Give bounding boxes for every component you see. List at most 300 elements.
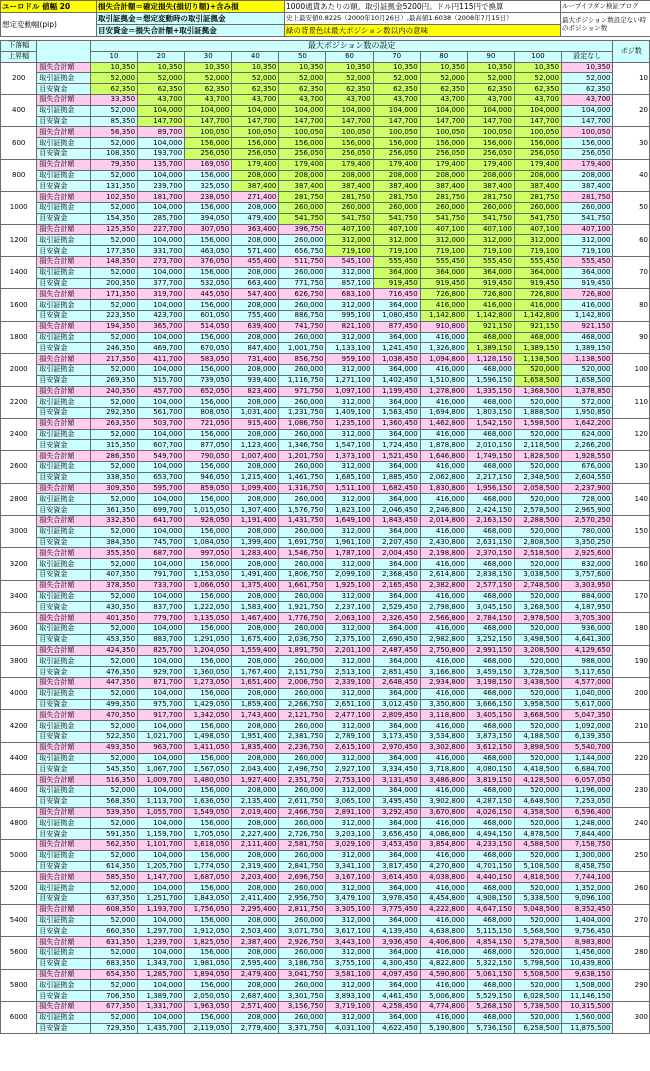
table-cell: 1,038,450 — [373, 354, 420, 365]
row-label: 損失合計額 — [37, 548, 91, 559]
table-cell: 1,767,400 — [232, 667, 279, 678]
table-row — [1, 224, 650, 235]
table-row — [1, 472, 650, 483]
table-cell: 2,851,450 — [373, 667, 420, 678]
table-cell: 2,019,400 — [232, 807, 279, 818]
table-cell: 4,577,000 — [562, 678, 613, 689]
table-cell: 260,000 — [279, 850, 326, 861]
table-cell: 5,568,500 — [514, 926, 561, 937]
table-cell: 256,050 — [514, 148, 561, 159]
table-cell: 3,071,750 — [279, 926, 326, 937]
table-cell: 2,466,750 — [279, 807, 326, 818]
table-cell: 2,163,150 — [467, 516, 514, 527]
table-cell: 416,000 — [420, 947, 467, 958]
range-value: 3000 — [1, 516, 37, 548]
table-cell: 2,151,750 — [279, 667, 326, 678]
table-cell: 468,000 — [467, 462, 514, 473]
table-cell: 3,728,500 — [514, 667, 561, 678]
table-row — [1, 408, 650, 419]
position-count: 160 — [613, 548, 650, 580]
table-cell: 791,700 — [138, 570, 185, 581]
table-cell: 260,000 — [420, 202, 467, 213]
table-row — [1, 462, 650, 473]
row-label: 目安資金 — [37, 991, 91, 1002]
row-label: 目安資金 — [37, 893, 91, 904]
table-row — [1, 624, 650, 635]
table-cell: 11,875,500 — [562, 1023, 613, 1034]
table-cell: 260,000 — [279, 267, 326, 278]
table-cell: 808,050 — [185, 408, 232, 419]
table-cell: 260,000 — [279, 332, 326, 343]
table-cell: 156,000 — [185, 267, 232, 278]
table-cell: 208,000 — [232, 721, 279, 732]
table-cell: 312,000 — [326, 494, 373, 505]
table-cell: 2,004,450 — [373, 548, 420, 559]
table-cell: 676,000 — [562, 462, 613, 473]
table-cell: 156,000 — [467, 138, 514, 149]
table-cell: 11,146,150 — [562, 991, 613, 1002]
row-label: 取引証拠金 — [37, 73, 91, 84]
table-cell: 179,400 — [279, 159, 326, 170]
table-cell: 637,350 — [90, 893, 137, 904]
table-cell: 43,700 — [373, 94, 420, 105]
table-cell: 5,278,500 — [514, 937, 561, 948]
row-label: 取引証拠金 — [37, 915, 91, 926]
table-cell: 104,000 — [467, 105, 514, 116]
table-cell: 6,258,500 — [514, 1023, 561, 1034]
table-cell: 468,000 — [467, 915, 514, 926]
table-row — [1, 667, 650, 678]
table-cell: 3,405,150 — [467, 710, 514, 721]
row-label: 取引証拠金 — [37, 332, 91, 343]
row-label: 取引証拠金 — [37, 235, 91, 246]
table-cell: 285,700 — [138, 213, 185, 224]
table-cell: 365,700 — [138, 321, 185, 332]
table-row — [1, 343, 650, 354]
table-cell: 1,193,700 — [138, 904, 185, 915]
table-cell: 312,000 — [326, 915, 373, 926]
table-row — [1, 267, 650, 278]
table-cell: 260,000 — [279, 300, 326, 311]
table-cell: 156,000 — [420, 138, 467, 149]
table-cell: 1,456,000 — [562, 947, 613, 958]
table-cell: 43,700 — [562, 94, 613, 105]
table-cell: 1,094,800 — [420, 354, 467, 365]
table-row — [1, 94, 650, 105]
table-cell: 4,494,150 — [467, 829, 514, 840]
table-cell: 52,000 — [562, 73, 613, 84]
table-cell: 281,750 — [420, 192, 467, 203]
table-cell: 1,675,400 — [232, 634, 279, 645]
table-cell: 468,000 — [467, 429, 514, 440]
table-cell: 52,000 — [279, 73, 326, 84]
table-cell: 52,000 — [232, 73, 279, 84]
range-value: 600 — [1, 127, 37, 159]
table-cell: 156,000 — [185, 364, 232, 375]
definition-margin: 取引証拠金＝想定変動時の取引証拠金 — [97, 13, 285, 25]
table-cell: 1,878,800 — [420, 440, 467, 451]
table-cell: 364,000 — [373, 721, 420, 732]
table-cell: 520,000 — [514, 397, 561, 408]
table-row — [1, 192, 650, 203]
table-cell: 1,498,050 — [185, 732, 232, 743]
row-label: 損失合計額 — [37, 775, 91, 786]
table-cell: 555,450 — [467, 256, 514, 267]
table-cell: 52,000 — [90, 559, 137, 570]
table-cell: 208,000 — [232, 883, 279, 894]
row-label: 損失合計額 — [37, 516, 91, 527]
col-header-20: 20 — [138, 51, 185, 62]
table-cell: 1,375,400 — [232, 580, 279, 591]
table-cell: 100,050 — [514, 127, 561, 138]
table-cell: 1,159,700 — [138, 829, 185, 840]
table-cell: 1,560,000 — [562, 1012, 613, 1023]
table-cell: 319,700 — [138, 289, 185, 300]
table-cell: 4,701,150 — [467, 861, 514, 872]
table-cell: 1,099,400 — [232, 483, 279, 494]
table-cell: 208,000 — [232, 429, 279, 440]
table-cell: 52,000 — [90, 462, 137, 473]
table-cell: 100,050 — [279, 127, 326, 138]
table-cell: 4,854,150 — [467, 937, 514, 948]
table-cell: 1,823,100 — [326, 505, 373, 516]
table-cell: 1,199,450 — [373, 386, 420, 397]
table-cell: 5,508,500 — [514, 969, 561, 980]
table-cell: 919,450 — [420, 278, 467, 289]
table-cell: 1,196,000 — [562, 785, 613, 796]
table-cell: 1,787,100 — [326, 548, 373, 559]
row-label: 損失合計額 — [37, 872, 91, 883]
table-cell: 3,371,750 — [279, 1023, 326, 1034]
table-cell: 591,350 — [90, 829, 137, 840]
table-cell: 1,001,750 — [279, 343, 326, 354]
table-cell: 104,000 — [138, 883, 185, 894]
table-cell: 260,000 — [279, 397, 326, 408]
table-cell: 1,618,050 — [185, 839, 232, 850]
table-cell: 1,278,800 — [420, 386, 467, 397]
table-cell: 3,893,100 — [326, 991, 373, 1002]
table-cell: 194,350 — [90, 321, 137, 332]
table-cell: 463,050 — [185, 246, 232, 257]
table-cell: 156,000 — [514, 138, 561, 149]
table-cell: 208,000 — [279, 170, 326, 181]
table-cell: 1,651,400 — [232, 678, 279, 689]
table-row — [1, 645, 650, 656]
table-row — [1, 785, 650, 796]
table-cell: 1,116,750 — [279, 375, 326, 386]
table-cell: 147,700 — [232, 116, 279, 127]
table-cell: 572,000 — [562, 397, 613, 408]
table-cell: 10,439,800 — [562, 958, 613, 969]
table-cell: 104,000 — [514, 105, 561, 116]
table-cell: 963,700 — [138, 742, 185, 753]
table-cell: 1,825,050 — [185, 937, 232, 948]
table-cell: 3,305,100 — [326, 904, 373, 915]
table-cell: 364,000 — [373, 947, 420, 958]
table-cell: 3,334,450 — [373, 764, 420, 775]
position-count: 140 — [613, 483, 650, 515]
table-row — [1, 202, 650, 213]
table-cell: 468,000 — [467, 721, 514, 732]
table-cell: 719,100 — [420, 246, 467, 257]
table-cell: 2,927,100 — [326, 764, 373, 775]
table-cell: 1,888,500 — [514, 408, 561, 419]
table-row — [1, 915, 650, 926]
table-cell: 4,818,500 — [514, 872, 561, 883]
table-cell: 2,577,150 — [467, 580, 514, 591]
table-cell: 2,726,750 — [279, 829, 326, 840]
table-cell: 312,000 — [373, 235, 420, 246]
row-label: 取引証拠金 — [37, 624, 91, 635]
table-cell: 179,400 — [562, 159, 613, 170]
table-cell: 269,350 — [90, 375, 137, 386]
table-cell: 411,700 — [138, 354, 185, 365]
table-cell: 312,000 — [326, 818, 373, 829]
table-cell: 719,100 — [373, 246, 420, 257]
row-label: 目安資金 — [37, 116, 91, 127]
table-cell: 3,495,450 — [373, 796, 420, 807]
table-cell: 3,873,150 — [467, 732, 514, 743]
table-cell: 1,135,050 — [185, 613, 232, 624]
table-cell: 416,000 — [420, 656, 467, 667]
table-cell: 1,222,050 — [185, 602, 232, 613]
table-cell: 455,400 — [232, 256, 279, 267]
table-row — [1, 721, 650, 732]
table-cell: 520,000 — [514, 462, 561, 473]
table-cell: 921,150 — [467, 321, 514, 332]
table-cell: 239,700 — [138, 181, 185, 192]
table-cell: 1,283,400 — [232, 548, 279, 559]
table-cell: 670,050 — [185, 343, 232, 354]
table-cell: 407,100 — [326, 224, 373, 235]
range-value: 4800 — [1, 807, 37, 839]
table-cell: 407,100 — [562, 224, 613, 235]
table-cell: 104,000 — [232, 105, 279, 116]
table-cell: 1,331,700 — [138, 1001, 185, 1012]
table-cell: 260,000 — [279, 462, 326, 473]
table-row — [1, 796, 650, 807]
table-cell: 522,350 — [90, 732, 137, 743]
table-cell: 468,000 — [467, 688, 514, 699]
table-cell: 2,696,750 — [279, 872, 326, 883]
table-cell: 663,400 — [232, 278, 279, 289]
definition-loss: 損失合計額＝確定損失(損切り額)+含み損 — [97, 1, 285, 13]
table-cell: 364,000 — [373, 980, 420, 991]
table-cell: 1,343,700 — [138, 958, 185, 969]
position-count: 130 — [613, 451, 650, 483]
row-label: 目安資金 — [37, 602, 91, 613]
table-cell: 7,844,400 — [562, 829, 613, 840]
table-cell: 312,000 — [326, 332, 373, 343]
table-cell: 104,000 — [138, 235, 185, 246]
table-cell: 1,981,050 — [185, 958, 232, 969]
table-cell: 104,000 — [138, 364, 185, 375]
table-cell: 2,288,500 — [514, 516, 561, 527]
table-cell: 541,750 — [514, 213, 561, 224]
table-cell: 1,658,500 — [562, 375, 613, 386]
table-cell: 2,614,800 — [420, 570, 467, 581]
table-cell: 2,006,750 — [279, 678, 326, 689]
table-cell: 312,000 — [326, 526, 373, 537]
range-value: 1800 — [1, 321, 37, 353]
row-label: 損失合計額 — [37, 451, 91, 462]
table-cell: 256,050 — [279, 148, 326, 159]
table-cell: 745,700 — [138, 537, 185, 548]
table-row — [1, 505, 650, 516]
table-cell: 1,389,700 — [138, 991, 185, 1002]
table-cell: 10,350 — [326, 62, 373, 73]
table-cell: 1,431,750 — [279, 516, 326, 527]
table-cell: 169,050 — [185, 159, 232, 170]
table-cell: 104,000 — [138, 429, 185, 440]
table-cell: 208,000 — [232, 818, 279, 829]
table-cell: 104,000 — [138, 980, 185, 991]
table-row — [1, 710, 650, 721]
table-cell: 2,690,450 — [373, 634, 420, 645]
table-cell: 917,700 — [138, 710, 185, 721]
position-count: 100 — [613, 354, 650, 386]
table-cell: 104,000 — [138, 170, 185, 181]
table-cell: 104,000 — [138, 300, 185, 311]
blog-link[interactable]: ループイフダン検証ブログ — [561, 1, 650, 13]
row-label: 損失合計額 — [37, 289, 91, 300]
table-cell: 315,350 — [90, 440, 137, 451]
table-cell: 8,458,750 — [562, 861, 613, 872]
table-cell: 312,000 — [326, 235, 373, 246]
table-cell: 2,631,150 — [467, 537, 514, 548]
table-cell: 1,859,400 — [232, 699, 279, 710]
table-cell: 147,700 — [185, 116, 232, 127]
table-cell: 3,186,750 — [279, 958, 326, 969]
table-cell: 208,000 — [232, 364, 279, 375]
table-cell: 4,440,150 — [467, 872, 514, 883]
table-cell: 364,000 — [373, 818, 420, 829]
table-cell: 3,045,150 — [467, 602, 514, 613]
table-cell: 3,208,500 — [514, 645, 561, 656]
position-count: 220 — [613, 742, 650, 774]
table-cell: 1,429,050 — [185, 699, 232, 710]
table-cell: 5,061,150 — [467, 969, 514, 980]
row-label: 取引証拠金 — [37, 462, 91, 473]
table-row — [1, 332, 650, 343]
table-cell: 608,350 — [90, 904, 137, 915]
table-cell: 147,700 — [326, 116, 373, 127]
table-cell: 156,000 — [185, 947, 232, 958]
table-cell: 1,830,800 — [420, 483, 467, 494]
table-row — [1, 386, 650, 397]
table-cell: 43,700 — [467, 94, 514, 105]
table-row — [1, 321, 650, 332]
row-label: 損失合計額 — [37, 321, 91, 332]
table-cell: 520,000 — [514, 364, 561, 375]
table-cell: 3,705,300 — [562, 613, 613, 624]
table-cell: 1,467,400 — [232, 613, 279, 624]
table-cell: 89,700 — [138, 127, 185, 138]
table-cell: 3,459,150 — [467, 667, 514, 678]
table-cell: 33,350 — [90, 94, 137, 105]
table-cell: 3,301,750 — [279, 991, 326, 1002]
header-table — [0, 0, 650, 37]
table-cell: 416,000 — [420, 915, 467, 926]
table-cell: 1,806,750 — [279, 570, 326, 581]
row-label: 損失合計額 — [37, 386, 91, 397]
table-cell: 1,749,150 — [467, 451, 514, 462]
table-cell: 416,000 — [420, 688, 467, 699]
table-cell: 821,100 — [326, 321, 373, 332]
table-cell: 4,287,150 — [467, 796, 514, 807]
position-count: 180 — [613, 613, 650, 645]
table-row — [1, 753, 650, 764]
table-cell: 364,000 — [373, 267, 420, 278]
table-row — [1, 850, 650, 861]
table-cell: 4,026,150 — [467, 807, 514, 818]
table-cell: 1,658,500 — [514, 375, 561, 386]
table-cell: 281,750 — [467, 192, 514, 203]
row-label: 取引証拠金 — [37, 105, 91, 116]
row-label: 目安資金 — [37, 440, 91, 451]
table-cell: 4,129,650 — [562, 645, 613, 656]
table-cell: 52,000 — [90, 138, 137, 149]
table-cell: 739,050 — [185, 375, 232, 386]
range-value: 6000 — [1, 1001, 37, 1033]
table-cell: 104,000 — [138, 332, 185, 343]
table-cell: 499,350 — [90, 699, 137, 710]
table-cell: 6,684,700 — [562, 764, 613, 775]
table-cell: 312,000 — [326, 591, 373, 602]
table-cell: 62,350 — [185, 84, 232, 95]
table-cell: 1,462,800 — [420, 418, 467, 429]
table-row — [1, 818, 650, 829]
table-cell: 416,000 — [420, 300, 467, 311]
table-cell: 3,854,800 — [420, 839, 467, 850]
table-cell: 312,000 — [420, 235, 467, 246]
table-cell: 52,000 — [90, 170, 137, 181]
table-cell: 8,352,450 — [562, 904, 613, 915]
table-cell: 208,000 — [232, 753, 279, 764]
table-cell: 52,000 — [90, 624, 137, 635]
table-cell: 1,066,050 — [185, 580, 232, 591]
table-row — [1, 451, 650, 462]
table-cell: 857,100 — [326, 278, 373, 289]
table-cell: 9,638,150 — [562, 969, 613, 980]
table-cell: 1,563,450 — [373, 408, 420, 419]
table-cell: 3,479,100 — [326, 893, 373, 904]
table-cell: 147,700 — [373, 116, 420, 127]
table-cell: 3,498,500 — [514, 634, 561, 645]
table-cell: 1,694,800 — [420, 408, 467, 419]
table-cell: 104,000 — [138, 1012, 185, 1023]
table-cell: 2,611,750 — [279, 796, 326, 807]
table-cell: 1,542,150 — [467, 418, 514, 429]
table-cell: 4,187,950 — [562, 602, 613, 613]
table-cell: 208,000 — [232, 202, 279, 213]
table-cell: 307,050 — [185, 224, 232, 235]
table-cell: 2,266,200 — [562, 440, 613, 451]
row-label: 損失合計額 — [37, 127, 91, 138]
table-cell: 5,047,350 — [562, 710, 613, 721]
table-cell: 208,000 — [232, 980, 279, 991]
table-cell: 104,000 — [138, 624, 185, 635]
table-cell: 156,000 — [185, 559, 232, 570]
table-cell: 1,147,700 — [138, 872, 185, 883]
table-cell: 363,400 — [232, 224, 279, 235]
table-row — [1, 354, 650, 365]
table-cell: 100,050 — [326, 127, 373, 138]
col-header-50: 50 — [279, 51, 326, 62]
col-header-30: 30 — [185, 51, 232, 62]
table-cell: 312,000 — [326, 624, 373, 635]
table-cell: 62,350 — [467, 84, 514, 95]
